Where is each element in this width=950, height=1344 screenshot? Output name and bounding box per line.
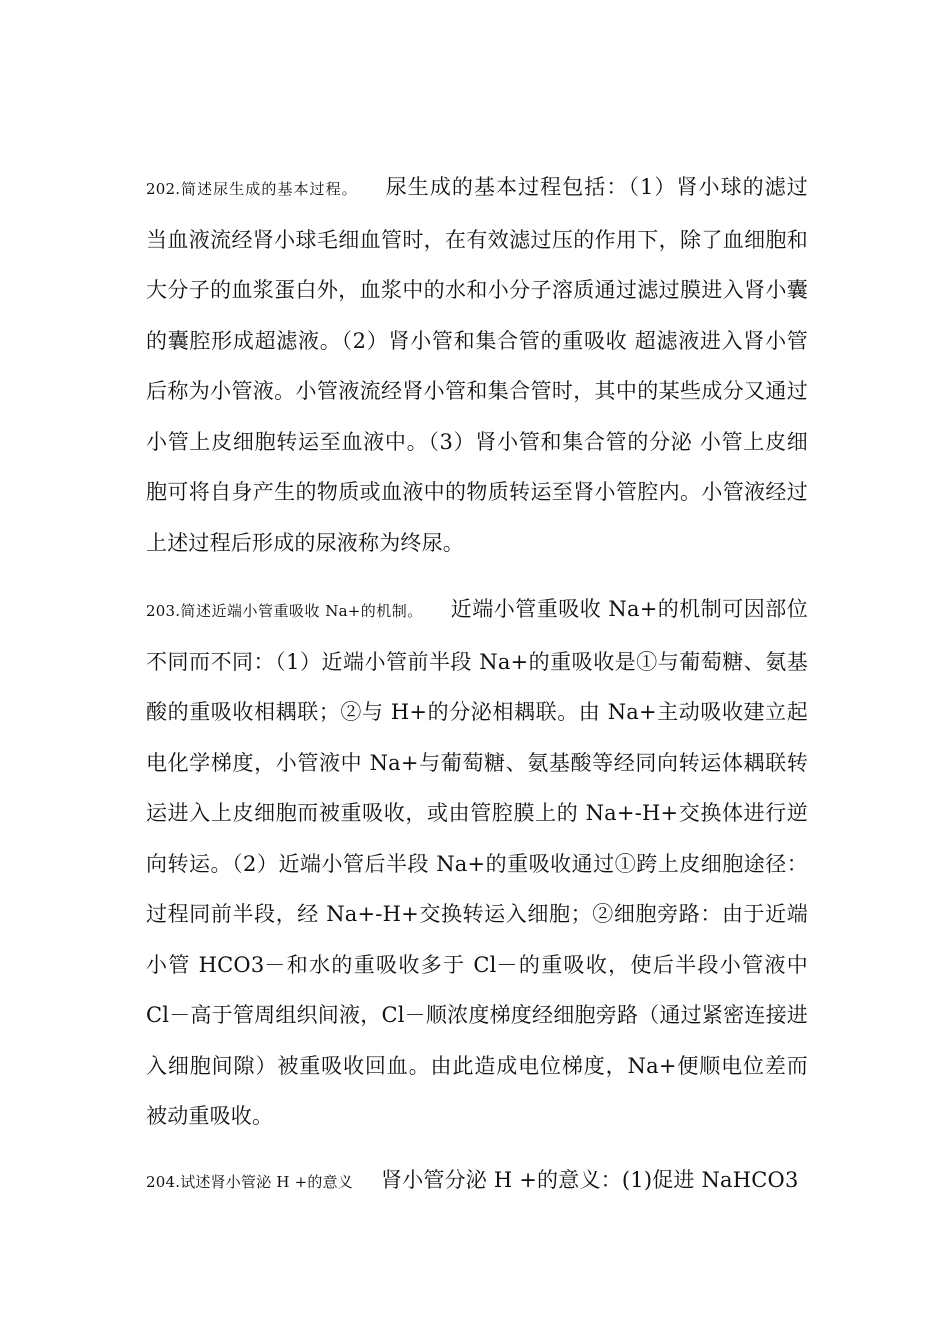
section-203 — [146, 584, 808, 1142]
answer-204: 肾小管分泌 H +的意义：(1)促进 NaHCO3 — [381, 1168, 799, 1192]
answer-203: 近端小管重吸收 Na+的机制可因部位不同而不同：（1）近端小管前半段 Na+的重吸收是①与葡萄糖、氨基酸的重吸收相耦联；②与 H+的分泌相耦联。由 Na+主动吸收建立起电化学梯度，小管液中 Na+与葡萄糖、氨基酸等经同向转运体耦联转运进入上皮细胞而被重吸收，或由管腔膜上的 Na+-H+交换体进行逆向转运。（2）近端小管后半段 Na+的重吸收通过①跨上皮细胞途径：过程同前半段，经 Na+-H+交换转运入细胞；②细胞旁路：由于近端小管 HCO3－和水的重吸收多于 Cl－的重吸收，使后半段小管液中 Cl－高于管周组织间液，Cl－顺浓度梯度经细胞旁路（通过紧密连接进入细胞间隙）被重吸收回血。由此造成电位梯度，Na+便顺电位差而被动重吸收。 — [146, 597, 808, 1128]
question-202: 202.简述尿生成的基本过程。 — [146, 180, 358, 198]
answer-202: 尿生成的基本过程包括：（1）肾小球的滤过 当血液流经肾小球毛细血管时，在有效滤过压的作用下，除了血细胞和大分子的血浆蛋白外，血浆中的水和小分子溶质通过滤过膜进入肾小囊的囊腔形成超滤液。（2）肾小管和集合管的重吸收 超滤液进入肾小管后称为小管液。小管液流经肾小管和集合管时，其中的某些成分又通过小管上皮细胞转运至血液中。（3）肾小管和集合管的分泌 小管上皮细胞可将自身产生的物质或血液中的物质转运至肾小管腔内。小管液经过上述过程后形成的尿液称为终尿。 — [146, 175, 808, 555]
section-202 — [146, 162, 808, 568]
question-204: 204.试述肾小管泌 H +的意义 — [146, 1173, 353, 1191]
question-203: 203.简述近端小管重吸收 Na+的机制。 — [146, 602, 423, 620]
section-204 — [146, 1155, 808, 1208]
